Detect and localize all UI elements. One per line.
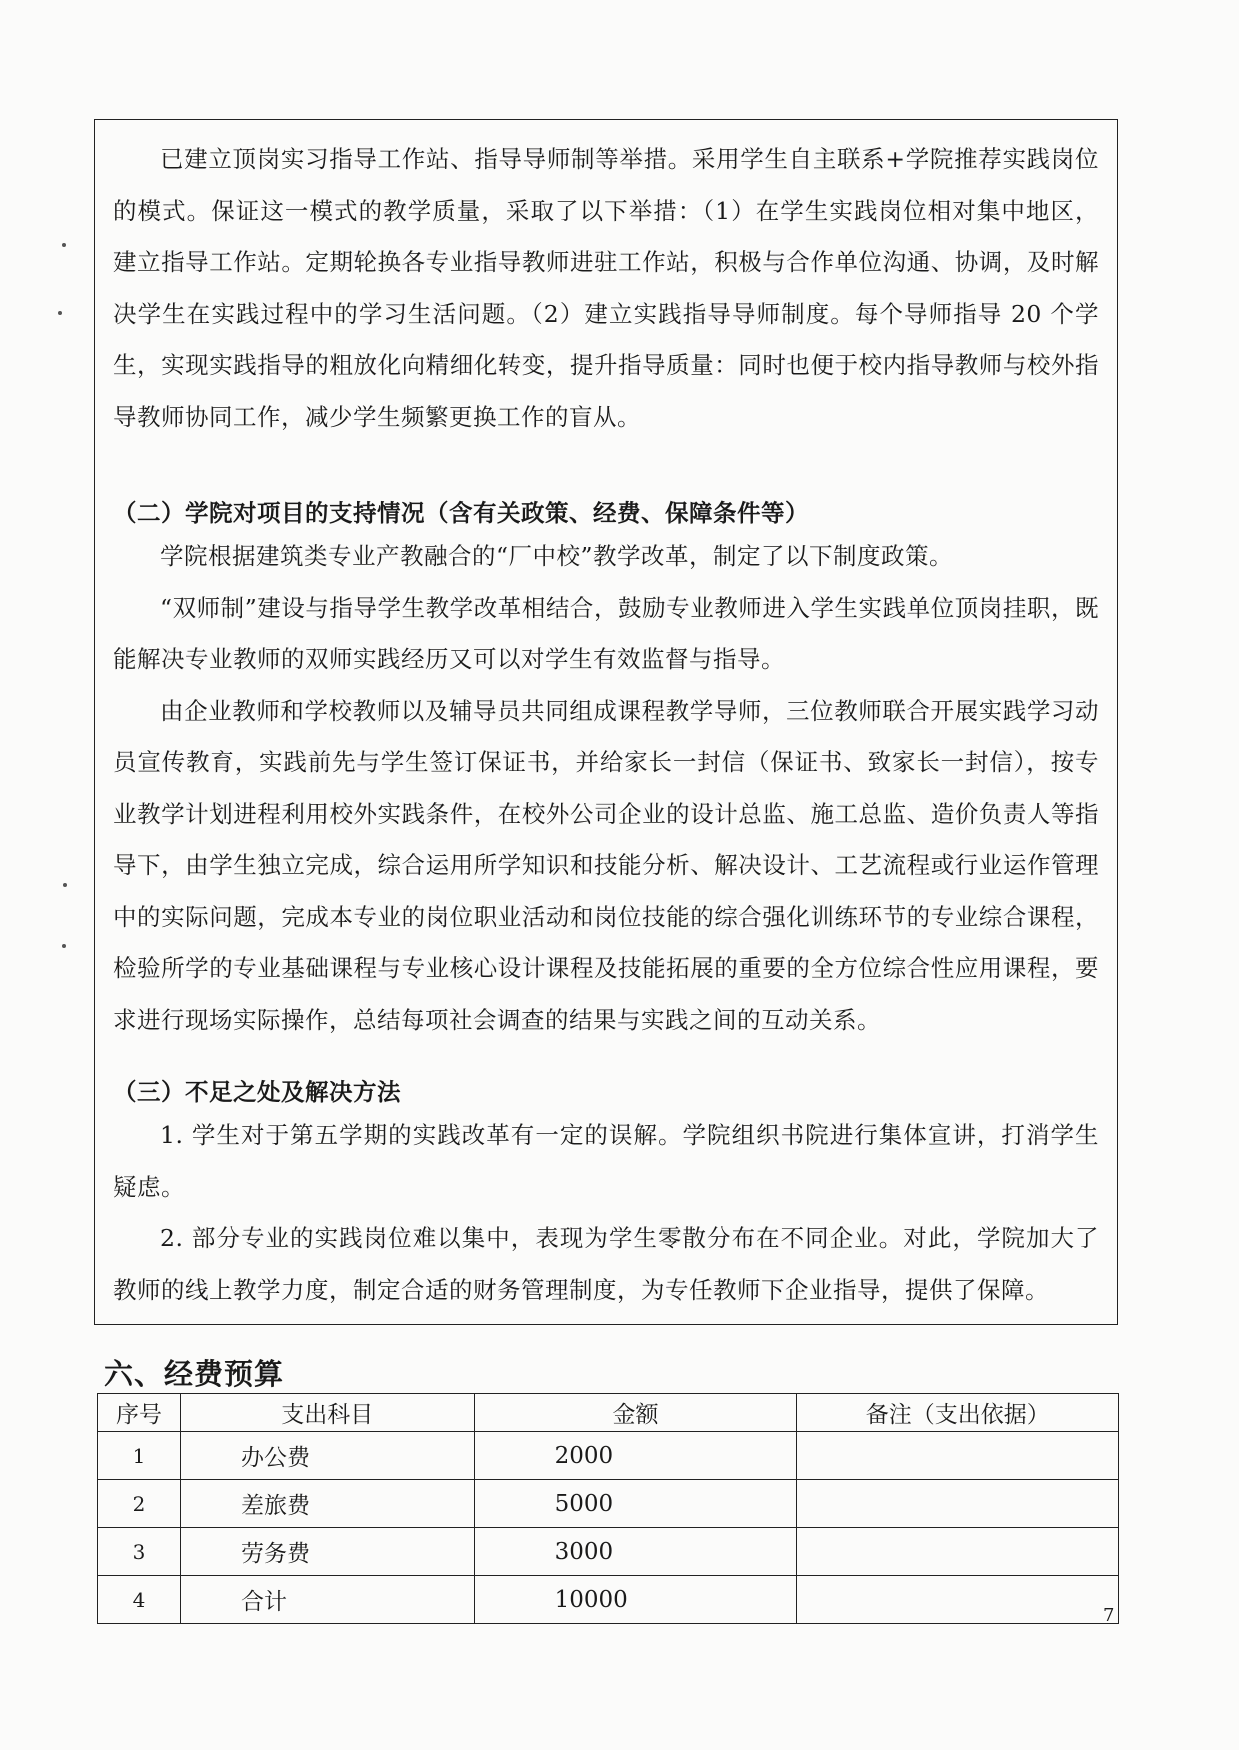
table-row	[98, 1528, 1119, 1576]
row-note	[797, 1576, 1119, 1624]
section-two-paragraph-2: “双师制”建设与指导学生教学改革相结合，鼓励专业教师进入学生实践单位顶岗挂职，既能解决专业教师的双师实践经历又可以对学生有效监督与指导。	[113, 593, 1099, 673]
column-header-item: 支出科目	[180, 1394, 474, 1432]
row-amount: 3000	[474, 1528, 797, 1576]
table-row	[98, 1432, 1119, 1480]
row-item: 差旅费	[180, 1480, 474, 1528]
row-amount: 10000	[474, 1576, 797, 1624]
section-one-paragraph: 已建立顶岗实习指导工作站、指导导师制等举措。采用学生自主联系+学院推荐实践岗位的模式。保证这一模式的教学质量，采取了以下举措：（1）在学生实践岗位相对集中地区，建立指导工作站。定期轮换各专业指导教师进驻工作站，积极与合作单位沟通、协调，及时解决学生在实践过程中的学习生活问题。（2）建立实践指导导师制度。每个导师指导 20 个学生，实现实践指导的粗放化向精细化转变，提升指导质量：同时也便于校内指导教师与校外指导教师协同工作，减少学生频繁更换工作的盲从。	[113, 145, 1099, 431]
column-header-amount: 金额	[474, 1394, 797, 1432]
section-three-paragraph-2: 2. 部分专业的实践岗位难以集中，表现为学生零散分布在不同企业。对此，学院加大了教师的线上教学力度，制定合适的财务管理制度，为专任教师下企业指导，提供了保障。	[113, 1224, 1099, 1304]
table-row	[98, 1480, 1119, 1528]
row-note	[797, 1528, 1119, 1576]
report-content-frame	[94, 119, 1118, 1325]
row-note	[797, 1432, 1119, 1480]
budget-table	[97, 1393, 1119, 1624]
budget-heading: 六、经费预算	[104, 1357, 285, 1391]
column-header-note: 备注（支出依据）	[797, 1394, 1119, 1432]
row-note	[797, 1480, 1119, 1528]
section-two-paragraph-3: 由企业教师和学校教师以及辅导员共同组成课程教学导师，三位教师联合开展实践学习动员宣传教育，实践前先与学生签订保证书，并给家长一封信（保证书、致家长一封信），按专业教学计划进程利用校外实践条件，在校外公司企业的设计总监、施工总监、造价负责人等指导下，由学生独立完成，综合运用所学知识和技能分析、解决设计、工艺流程或行业运作管理中的实际问题，完成本专业的岗位职业活动和岗位技能的综合强化训练环节的专业综合课程，检验所学的专业基础课程与专业核心设计课程及技能拓展的重要的全方位综合性应用课程，要求进行现场实际操作，总结每项社会调查的结果与实践之间的互动关系。	[113, 696, 1099, 1034]
column-header-no: 序号	[98, 1394, 181, 1432]
row-amount: 5000	[474, 1480, 797, 1528]
row-item: 合计	[180, 1576, 474, 1624]
row-no: 3	[98, 1528, 181, 1576]
page-number: 7	[1103, 1605, 1115, 1626]
row-amount: 2000	[474, 1432, 797, 1480]
row-no: 2	[98, 1480, 181, 1528]
row-no: 4	[98, 1576, 181, 1624]
budget-header-row	[98, 1394, 1119, 1432]
section-two-heading: （二）学院对项目的支持情况（含有关政策、经费、保障条件等）	[113, 499, 809, 527]
row-no: 1	[98, 1432, 181, 1480]
section-two-paragraph-1: 学院根据建筑类专业产教融合的“厂中校”教学改革，制定了以下制度政策。	[160, 542, 954, 570]
table-row	[98, 1576, 1119, 1624]
section-three-paragraph-1: 1. 学生对于第五学期的实践改革有一定的误解。学院组织书院进行集体宣讲，打消学生疑虑。	[113, 1121, 1099, 1201]
section-three-heading: （三）不足之处及解决方法	[113, 1078, 401, 1106]
row-item: 办公费	[180, 1432, 474, 1480]
row-item: 劳务费	[180, 1528, 474, 1576]
